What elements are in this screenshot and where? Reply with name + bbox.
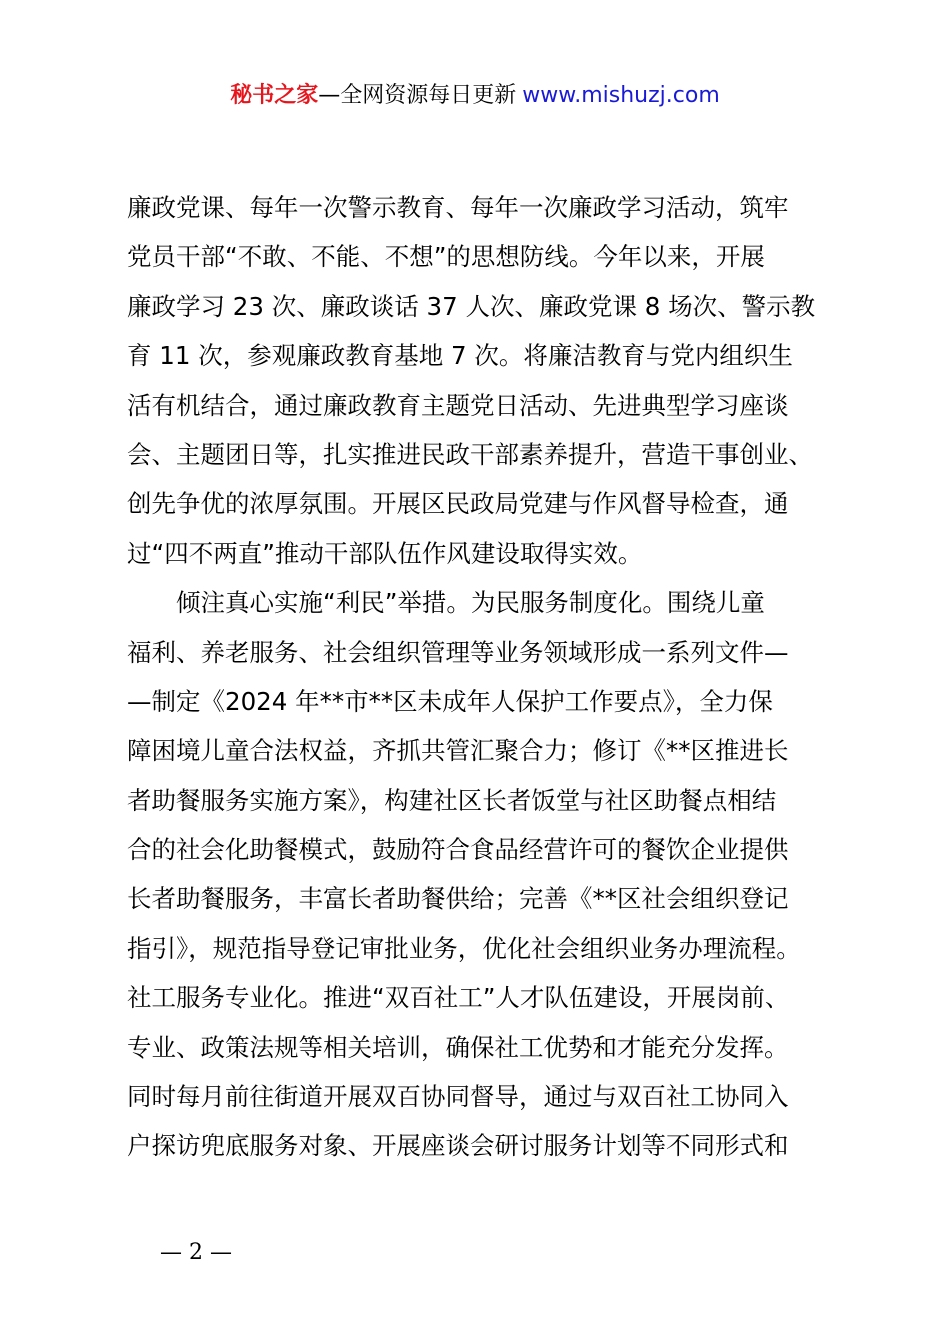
text-line: 廉政党课、每年一次警示教育、每年一次廉政学习活动，筑牢	[127, 193, 789, 222]
text-line: 会、主题团日等，扎实推进民政干部素养提升，营造干事创业、	[127, 439, 813, 469]
text-line: 长者助餐服务，丰富长者助餐供给；完善《**区社会组织登记	[127, 884, 789, 914]
text-line: —制定《2024 年**市**区未成年人保护工作要点》，全力保	[127, 686, 773, 716]
text-line: 党员干部“不敢、不能、不想”的思想防线。今年以来，开展	[127, 242, 765, 272]
text-line: 廉政学习 23 次、廉政谈话 37 人次、廉政党课 8 场次、警示教	[127, 291, 816, 321]
text-line: 活有机结合，通过廉政教育主题党日活动、先进典型学习座谈	[127, 390, 789, 420]
text-line: 倾注真心实施“利民”举措。为民服务制度化。围绕儿童	[127, 588, 765, 618]
text-line: 合的社会化助餐模式，鼓励符合食品经营许可的餐饮企业提供	[127, 835, 789, 865]
text-line: 同时每月前往街道开展双百协同督导，通过与双百社工协同入	[127, 1082, 789, 1112]
document-body	[127, 183, 837, 1171]
text-line: 福利、养老服务、社会组织管理等业务领域形成一系列文件—	[127, 637, 789, 667]
site-slogan: —全网资源每日更新	[318, 83, 517, 108]
text-line: 创先争优的浓厚氛围。开展区民政局党建与作风督导检查，通	[127, 489, 789, 519]
text-line: 户探访兜底服务对象、开展座谈会研讨服务计划等不同形式和	[127, 1131, 789, 1161]
site-brand: 秘书之家	[230, 83, 319, 108]
text-line: 育 11 次，参观廉政教育基地 7 次。将廉洁教育与党内组织生	[127, 341, 793, 371]
site-url-link[interactable]: www.mishuzj.com	[522, 83, 720, 108]
text-line: 指引》，规范指导登记审批业务，优化社会组织业务办理流程。	[127, 933, 801, 963]
text-line: 障困境儿童合法权益，齐抓共管汇聚合力；修订《**区推进长	[127, 736, 789, 766]
page-number: — 2 —	[160, 1240, 232, 1265]
text-line: 社工服务专业化。推进“双百社工”人才队伍建设，开展岗前、	[127, 983, 790, 1013]
text-line: 者助餐服务实施方案》，构建社区长者饭堂与社区助餐点相结	[127, 785, 777, 815]
text-line: 专业、政策法规等相关培训，确保社工优势和才能充分发挥。	[127, 1032, 789, 1062]
text-line: 过“四不两直”推动干部队伍作风建设取得实效。	[127, 538, 643, 568]
page-header	[0, 80, 950, 112]
